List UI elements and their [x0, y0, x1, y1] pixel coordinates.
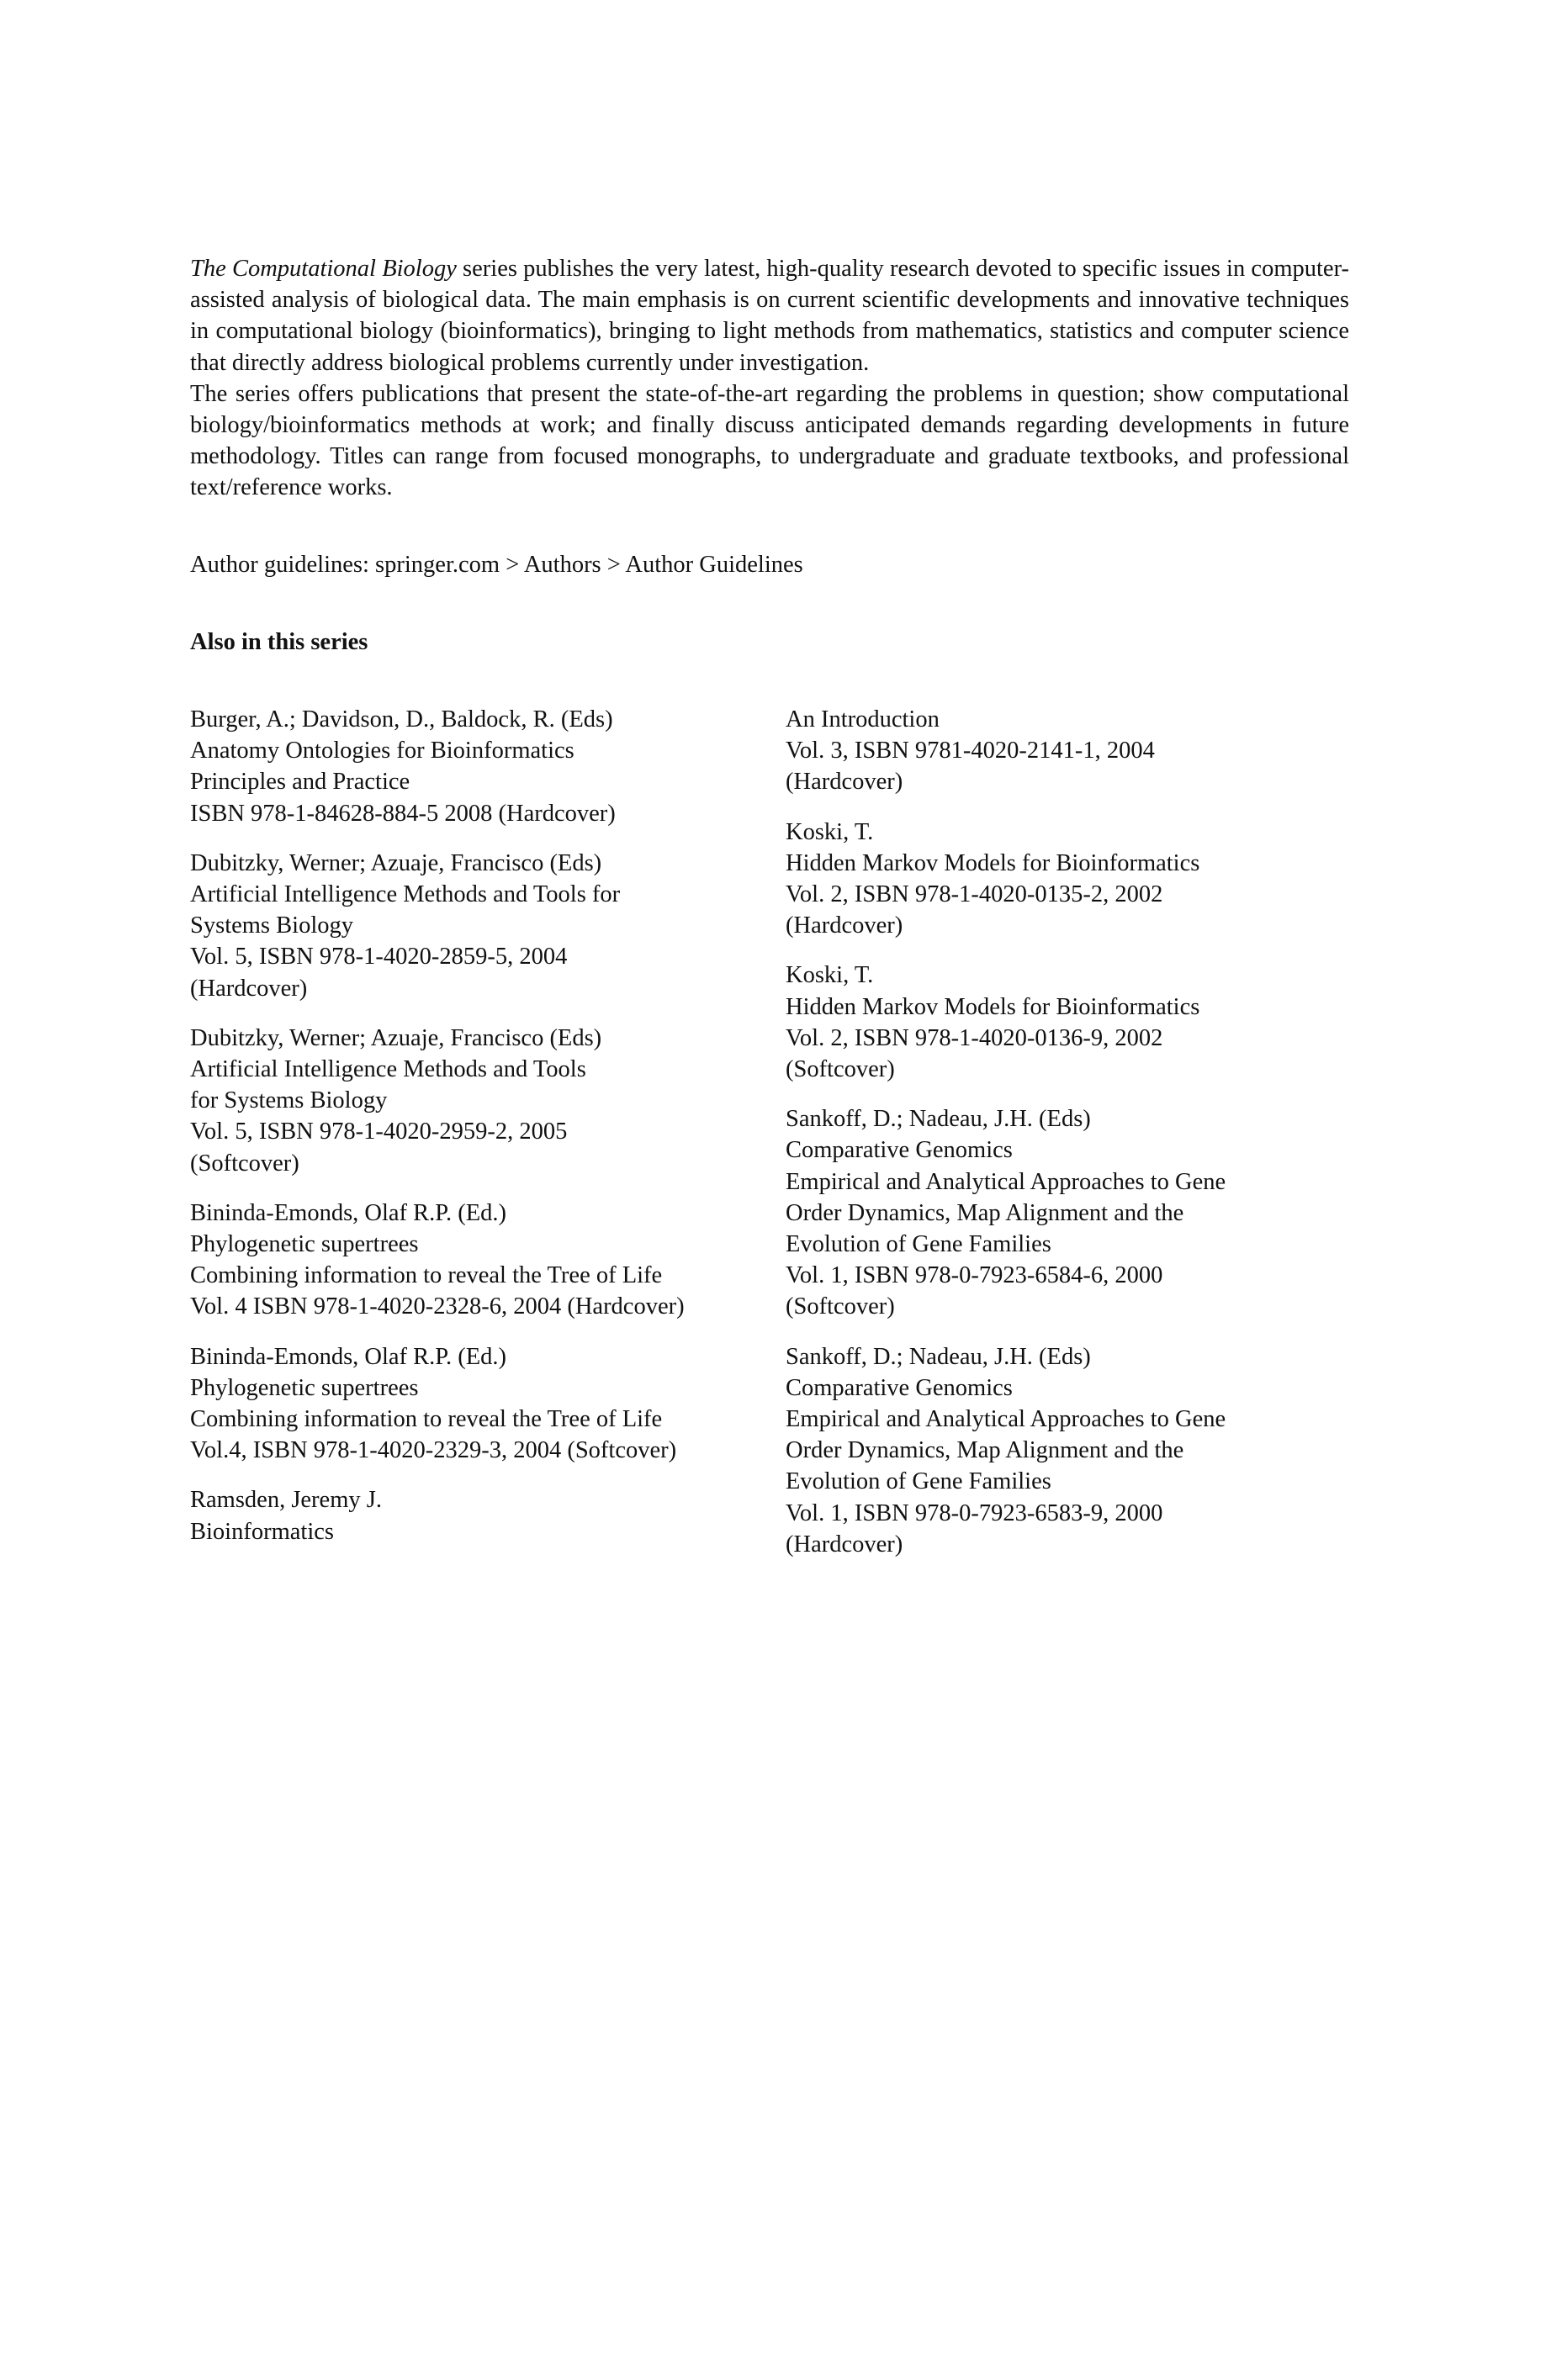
book-entry-line: Artificial Intelligence Methods and Tools	[190, 1056, 586, 1083]
series-description	[190, 253, 1349, 504]
book-entry-line: Combining information to reveal the Tree of Life	[190, 1406, 663, 1433]
book-entry-line: Anatomy Ontologies for Bioinformatics	[190, 738, 574, 764]
book-entry-line: (Softcover)	[786, 1056, 895, 1083]
book-entry-line: (Hardcover)	[786, 1531, 903, 1558]
book-entry	[190, 1198, 737, 1323]
book-entry-line: Combining information to reveal the Tree of Life	[190, 1262, 663, 1289]
book-entry-line: Empirical and Analytical Approaches to Gene	[786, 1406, 1226, 1433]
book-entry-line: Phylogenetic supertrees	[190, 1231, 419, 1258]
book-entry-line: Hidden Markov Models for Bioinformatics	[786, 849, 1200, 876]
book-entry-line: (Hardcover)	[786, 912, 903, 939]
book-entry-line: for Systems Biology	[190, 1087, 388, 1114]
book-entry-line: Vol. 4 ISBN 978-1-4020-2328-6, 2004 (Hardcover)	[190, 1293, 685, 1320]
book-entry	[786, 1341, 1332, 1560]
book-entry-line: Bioinformatics	[190, 1518, 334, 1545]
book-entry-line: Vol. 3, ISBN 9781-4020-2141-1, 2004	[786, 738, 1155, 764]
series-title: The Computational Biology	[190, 256, 457, 282]
book-entry-line: Bininda-Emonds, Olaf R.P. (Ed.)	[190, 1343, 507, 1370]
book-entry	[786, 817, 1332, 942]
book-entry	[786, 960, 1332, 1085]
book-entry-line: Koski, T.	[786, 962, 874, 989]
book-entry-line: Phylogenetic supertrees	[190, 1374, 419, 1401]
book-entry-line: Ramsden, Jeremy J.	[190, 1487, 382, 1514]
series-description-text-1: series publishes the very latest, high-quality research devoted to specific issues in computer-assisted analysis of biological data. The main emphasis is on current scientific developments and innovative techniques in computational biology (bioinformatics), bringing to light methods from mathematics, statistics and computer science that directly address biological problems currently under investigation.	[190, 256, 1349, 376]
author-guidelines: Author guidelines: springer.com > Authors > Author Guidelines	[190, 552, 803, 578]
book-entry	[786, 1103, 1332, 1322]
series-description-paragraph-2: The series offers publications that present the state-of-the-art regarding the problems in question; show computational biology/bioinformatics methods at work; and finally discuss anticipated demands regarding developments in future methodology. Titles can range from focused monographs, to undergraduate and graduate textbooks, and professional text/reference works.	[190, 380, 1349, 501]
book-entry	[190, 1484, 737, 1547]
book-entry-line: Order Dynamics, Map Alignment and the	[786, 1437, 1184, 1464]
book-entry	[190, 1023, 737, 1179]
book-entry-line: Order Dynamics, Map Alignment and the	[786, 1199, 1184, 1226]
book-entry-line: (Hardcover)	[190, 975, 308, 1002]
book-entry-line: Vol. 1, ISBN 978-0-7923-6584-6, 2000	[786, 1262, 1163, 1289]
book-entry-line: Dubitzky, Werner; Azuaje, Francisco (Eds)	[190, 849, 602, 876]
book-entry-line: An Introduction	[786, 706, 940, 733]
book-entry-line: Evolution of Gene Families	[786, 1468, 1051, 1495]
book-entry-line: Dubitzky, Werner; Azuaje, Francisco (Eds)	[190, 1024, 602, 1051]
book-entry-line: Bininda-Emonds, Olaf R.P. (Ed.)	[190, 1199, 507, 1226]
book-entry-line: ISBN 978-1-84628-884-5 2008 (Hardcover)	[190, 800, 616, 827]
book-entry-line: Empirical and Analytical Approaches to Gene	[786, 1168, 1226, 1195]
book-entry-line: Comparative Genomics	[786, 1374, 1013, 1401]
book-entry-line: Evolution of Gene Families	[786, 1231, 1051, 1258]
also-in-series-heading: Also in this series	[190, 629, 368, 655]
book-entry-line: Systems Biology	[190, 912, 353, 939]
book-entry-line: Vol.4, ISBN 978-1-4020-2329-3, 2004 (Softcover)	[190, 1437, 677, 1464]
book-entry-line: Sankoff, D.; Nadeau, J.H. (Eds)	[786, 1106, 1091, 1133]
series-description-paragraph-1	[190, 253, 1349, 378]
book-entry	[190, 1341, 737, 1467]
book-entry	[190, 848, 737, 1004]
book-entry-line: (Softcover)	[786, 1293, 895, 1320]
book-entry-line: Vol. 2, ISBN 978-1-4020-0135-2, 2002	[786, 881, 1163, 908]
book-list-right-column	[786, 704, 1332, 1579]
book-entry-line: Principles and Practice	[190, 769, 410, 796]
book-entry-line: Sankoff, D.; Nadeau, J.H. (Eds)	[786, 1343, 1091, 1370]
book-entry	[190, 704, 737, 829]
book-entry	[786, 704, 1332, 798]
book-entry-line: Koski, T.	[786, 818, 874, 845]
book-list-left-column	[190, 704, 737, 1566]
book-entry-line: Vol. 5, ISBN 978-1-4020-2959-2, 2005	[190, 1119, 568, 1145]
book-entry-line: Comparative Genomics	[786, 1137, 1013, 1164]
book-entry-line: Vol. 5, ISBN 978-1-4020-2859-5, 2004	[190, 944, 568, 971]
book-entry-line: Burger, A.; Davidson, D., Baldock, R. (Eds)	[190, 706, 613, 733]
book-entry-line: Hidden Markov Models for Bioinformatics	[786, 993, 1200, 1020]
book-entry-line: (Softcover)	[190, 1150, 299, 1177]
book-entry-line: Vol. 1, ISBN 978-0-7923-6583-9, 2000	[786, 1499, 1163, 1526]
book-entry-line: Artificial Intelligence Methods and Tools for	[190, 881, 621, 908]
book-entry-line: Vol. 2, ISBN 978-1-4020-0136-9, 2002	[786, 1024, 1163, 1051]
book-entry-line: (Hardcover)	[786, 769, 903, 796]
